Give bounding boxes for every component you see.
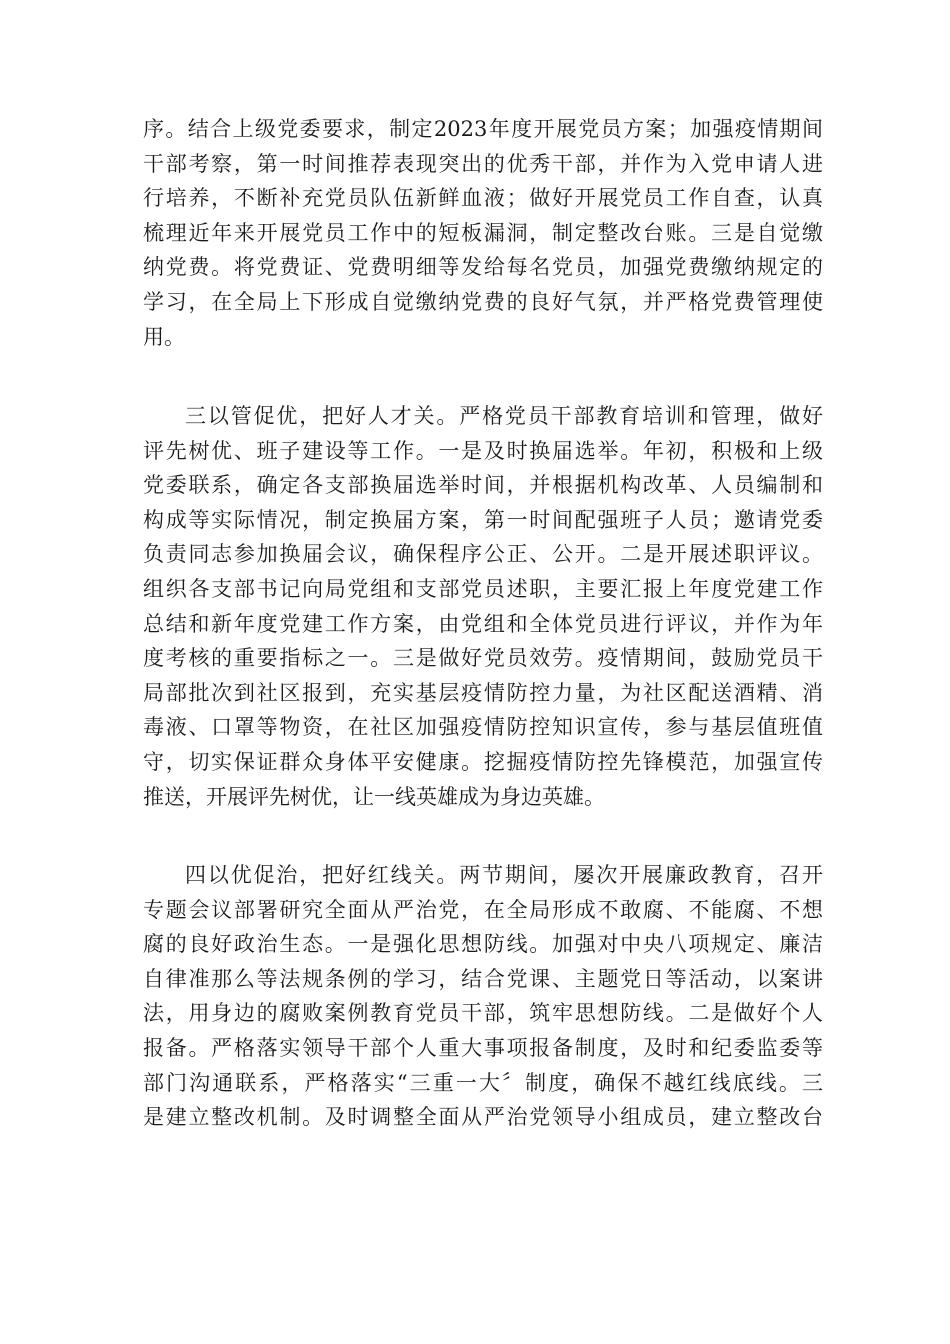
text-line: 局部批次到社区报到，充实基层疫情防控力量，为社区配送酒精、消 [143, 680, 823, 705]
text-line: 守，切实保证群众身体平安健康。挖掘疫情防控先锋模范，加强宣传 [143, 749, 823, 774]
text-line: 序。结合上级党委要求，制定2023年度开展党员方案；加强疫情期间 [143, 117, 823, 141]
text-line: 组织各支部书记向局党组和支部党员述职，主要汇报上年度党建工作 [143, 576, 823, 601]
paragraph-talent-management [143, 399, 823, 814]
text-line: 用。 [143, 324, 185, 349]
text-line: 行培养，不断补充党员队伍新鲜血液；做好开展党员工作自查，认真 [143, 186, 823, 211]
text-line: 专题会议部署研究全面从严治党，在全局形成不敢腐、不能腐、不想 [143, 897, 823, 922]
text-line: 构成等实际情况，制定换届方案，第一时间配强班子人员；邀请党委 [143, 507, 823, 532]
paragraph-party-member-development [143, 112, 823, 354]
text-line: 部门沟通联系，严格落实“三重一大〞制度，确保不越红线底线。三 [143, 1070, 823, 1095]
text-line: 度考核的重要指标之一。三是做好党员效劳。疫情期间，鼓励党员干 [143, 646, 823, 671]
text-line: 三以管促优，把好人才关。严格党员干部教育培训和管理，做好 [185, 404, 823, 428]
text-line: 毒液、口罩等物资，在社区加强疫情防控知识宣传，参与基层值班值 [143, 715, 823, 740]
text-line: 干部考察，第一时间推荐表现突出的优秀干部，并作为入党申请人进 [143, 151, 823, 176]
text-line: 法，用身边的腐败案例教育党员干部，筑牢思想防线。二是做好个人 [143, 1001, 823, 1026]
text-line: 腐的良好政治生态。一是强化思想防线。加强对中央八项规定、廉洁 [143, 932, 823, 957]
text-line: 梳理近年来开展党员工作中的短板漏洞，制定整改台账。三是自觉缴 [143, 220, 823, 245]
text-line: 推送，开展评先树优，让一线英雄成为身边英雄。 [143, 784, 605, 809]
text-line: 自律准那么等法规条例的学习，结合党课、主题党日等活动，以案讲 [143, 966, 823, 991]
text-line: 纳党费。将党费证、党费明细等发给每名党员，加强党费缴纳规定的 [143, 255, 823, 280]
text-line: 四以优促治，把好红线关。两节期间，屡次开展廉政教育，召开 [185, 863, 823, 887]
text-line: 评先树优、班子建设等工作。一是及时换届选举。年初，积极和上级 [143, 438, 823, 463]
text-line: 报备。严格落实领导干部个人重大事项报备制度，及时和纪委监委等 [143, 1035, 823, 1060]
text-line: 负责同志参加换届会议，确保程序公正、公开。二是开展述职评议。 [143, 542, 823, 567]
text-line: 总结和新年度党建工作方案，由党组和全体党员进行评议，并作为年 [143, 611, 823, 636]
paragraph-integrity-redline [143, 858, 823, 1135]
text-line: 是建立整改机制。及时调整全面从严治党领导小组成员，建立整改台 [143, 1105, 823, 1130]
text-line: 学习，在全局上下形成自觉缴纳党费的良好气氛，并严格党费管理使 [143, 289, 823, 314]
text-line: 党委联系，确定各支部换届选举时间，并根据机构改革、人员编制和 [143, 473, 823, 498]
